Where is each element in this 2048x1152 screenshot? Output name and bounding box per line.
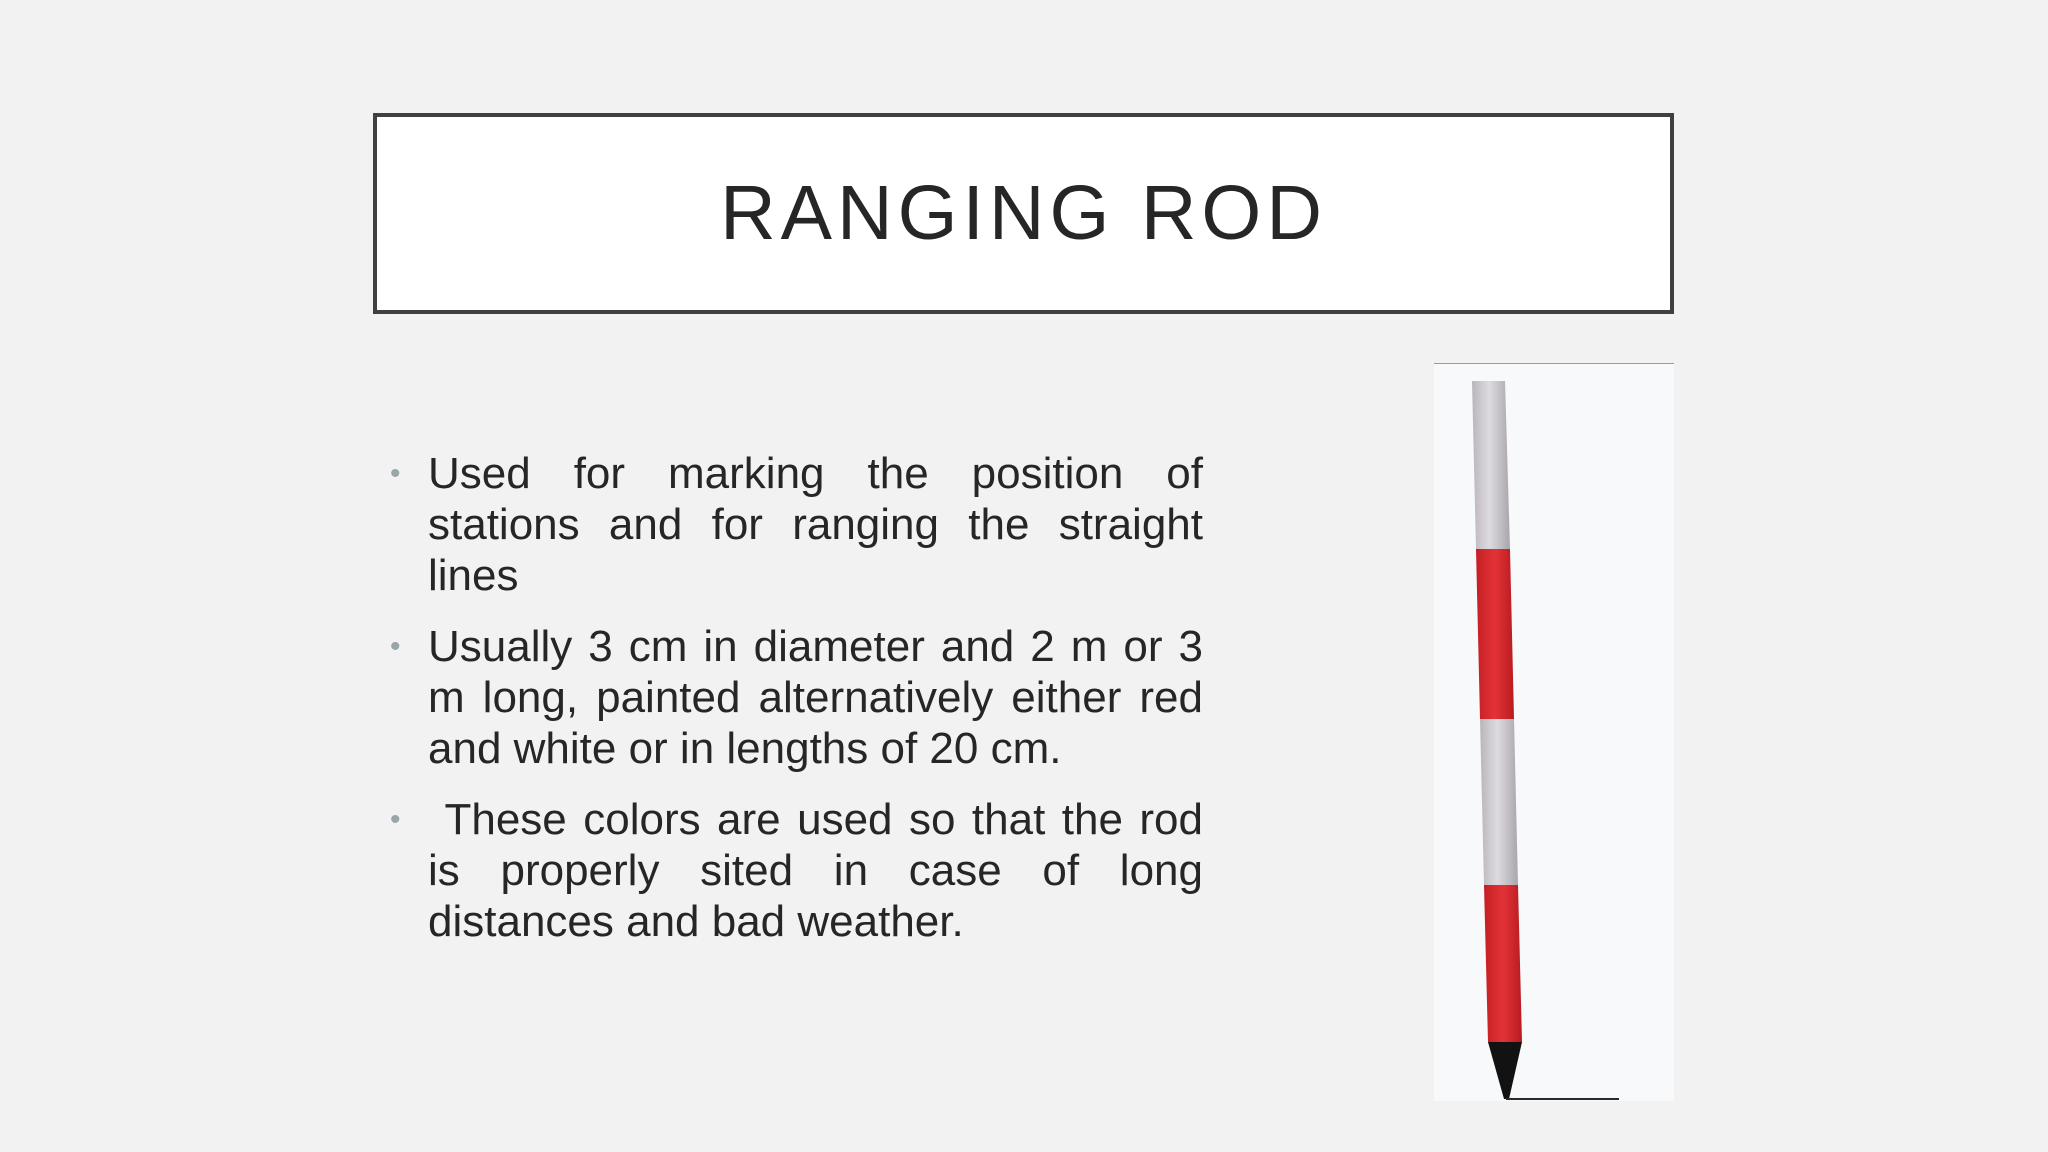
bullet-icon: • xyxy=(390,803,401,836)
ranging-rod-photo xyxy=(1434,363,1674,1101)
rod-segment-white xyxy=(1480,719,1518,885)
bullet-text: Used for marking the position of stations and for ranging the straight lines xyxy=(428,449,1203,600)
slide-title: RANGING ROD xyxy=(720,170,1327,256)
bullet-icon: • xyxy=(390,457,401,490)
rod-segment-white xyxy=(1472,381,1510,549)
ranging-rod-icon xyxy=(1434,364,1674,1101)
rod-segment-red xyxy=(1476,549,1514,719)
bullet-item xyxy=(390,621,1203,774)
bullet-text: These colors are used so that the rod is properly sited in case of long distances and bad weather. xyxy=(428,795,1216,946)
bullet-text: Usually 3 cm in diameter and 2 m or 3 m long, painted alternatively either red and white or in lengths of 20 cm. xyxy=(428,622,1203,773)
bullet-item xyxy=(390,448,1203,601)
bullet-icon: • xyxy=(390,630,401,663)
bullet-list xyxy=(390,448,1216,967)
rod-tip xyxy=(1488,1042,1522,1099)
title-box xyxy=(373,113,1674,314)
bullet-item xyxy=(390,794,1216,947)
rod-segment-red xyxy=(1484,885,1522,1042)
